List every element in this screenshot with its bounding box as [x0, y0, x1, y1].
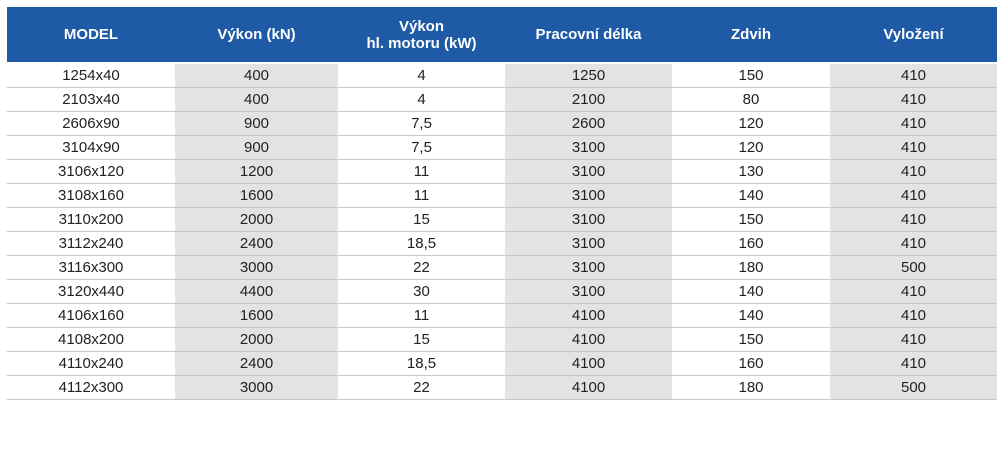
- table-body: [7, 63, 997, 400]
- cell-reach: 410: [830, 232, 997, 256]
- cell-model: 3116x300: [7, 256, 175, 280]
- press-specification-table: [7, 7, 997, 400]
- cell-motor-kw: 11: [338, 304, 505, 328]
- cell-reach: 410: [830, 63, 997, 88]
- table-row: [7, 256, 997, 280]
- cell-motor-kw: 11: [338, 160, 505, 184]
- table-row: [7, 328, 997, 352]
- cell-motor-kw: 4: [338, 63, 505, 88]
- cell-motor-kw: 22: [338, 256, 505, 280]
- table-row: [7, 208, 997, 232]
- cell-power-kn: 2400: [175, 352, 338, 376]
- table-header-row: [7, 7, 997, 63]
- cell-stroke: 150: [672, 208, 830, 232]
- cell-reach: 410: [830, 280, 997, 304]
- cell-stroke: 120: [672, 112, 830, 136]
- cell-reach: 500: [830, 376, 997, 400]
- cell-stroke: 160: [672, 352, 830, 376]
- cell-model: 3110x200: [7, 208, 175, 232]
- cell-working-length: 3100: [505, 160, 672, 184]
- cell-working-length: 3100: [505, 136, 672, 160]
- cell-power-kn: 1600: [175, 304, 338, 328]
- cell-working-length: 3100: [505, 232, 672, 256]
- table-row: [7, 136, 997, 160]
- cell-reach: 410: [830, 328, 997, 352]
- cell-model: 4108x200: [7, 328, 175, 352]
- cell-power-kn: 2000: [175, 208, 338, 232]
- cell-model: 3104x90: [7, 136, 175, 160]
- cell-reach: 410: [830, 352, 997, 376]
- cell-working-length: 4100: [505, 352, 672, 376]
- table-row: [7, 160, 997, 184]
- cell-working-length: 3100: [505, 256, 672, 280]
- table-row: [7, 112, 997, 136]
- cell-power-kn: 2400: [175, 232, 338, 256]
- header-main-motor-power: Výkon hl. motoru (kW): [338, 7, 505, 63]
- table-row: [7, 352, 997, 376]
- cell-power-kn: 3000: [175, 256, 338, 280]
- cell-stroke: 160: [672, 232, 830, 256]
- cell-stroke: 150: [672, 63, 830, 88]
- table-row: [7, 376, 997, 400]
- cell-reach: 410: [830, 88, 997, 112]
- cell-working-length: 3100: [505, 280, 672, 304]
- cell-motor-kw: 15: [338, 208, 505, 232]
- cell-motor-kw: 18,5: [338, 352, 505, 376]
- cell-reach: 410: [830, 160, 997, 184]
- cell-working-length: 4100: [505, 328, 672, 352]
- cell-model: 4112x300: [7, 376, 175, 400]
- table-row: [7, 184, 997, 208]
- cell-power-kn: 4400: [175, 280, 338, 304]
- cell-motor-kw: 30: [338, 280, 505, 304]
- cell-reach: 410: [830, 208, 997, 232]
- cell-power-kn: 900: [175, 112, 338, 136]
- cell-power-kn: 400: [175, 88, 338, 112]
- cell-stroke: 180: [672, 256, 830, 280]
- cell-motor-kw: 11: [338, 184, 505, 208]
- cell-model: 4106x160: [7, 304, 175, 328]
- table-row: [7, 232, 997, 256]
- cell-working-length: 4100: [505, 304, 672, 328]
- cell-model: 1254x40: [7, 63, 175, 88]
- cell-power-kn: 2000: [175, 328, 338, 352]
- cell-reach: 410: [830, 184, 997, 208]
- cell-stroke: 140: [672, 184, 830, 208]
- cell-motor-kw: 7,5: [338, 112, 505, 136]
- cell-stroke: 140: [672, 304, 830, 328]
- cell-working-length: 4100: [505, 376, 672, 400]
- cell-power-kn: 3000: [175, 376, 338, 400]
- header-working-length: Pracovní délka: [505, 7, 672, 63]
- header-model: MODEL: [7, 7, 175, 63]
- cell-model: 2103x40: [7, 88, 175, 112]
- cell-model: 3108x160: [7, 184, 175, 208]
- cell-stroke: 180: [672, 376, 830, 400]
- cell-stroke: 120: [672, 136, 830, 160]
- cell-model: 3112x240: [7, 232, 175, 256]
- header-stroke: Zdvih: [672, 7, 830, 63]
- cell-motor-kw: 4: [338, 88, 505, 112]
- cell-working-length: 2600: [505, 112, 672, 136]
- table-row: [7, 304, 997, 328]
- cell-motor-kw: 15: [338, 328, 505, 352]
- cell-power-kn: 1600: [175, 184, 338, 208]
- cell-stroke: 150: [672, 328, 830, 352]
- cell-model: 4110x240: [7, 352, 175, 376]
- cell-motor-kw: 18,5: [338, 232, 505, 256]
- cell-motor-kw: 22: [338, 376, 505, 400]
- cell-reach: 410: [830, 304, 997, 328]
- cell-power-kn: 400: [175, 63, 338, 88]
- cell-reach: 410: [830, 136, 997, 160]
- cell-reach: 500: [830, 256, 997, 280]
- cell-model: 3106x120: [7, 160, 175, 184]
- header-power-kn: Výkon (kN): [175, 7, 338, 63]
- cell-model: 3120x440: [7, 280, 175, 304]
- table-row: [7, 63, 997, 88]
- header-reach: Vyložení: [830, 7, 997, 63]
- table-row: [7, 280, 997, 304]
- cell-stroke: 140: [672, 280, 830, 304]
- cell-power-kn: 1200: [175, 160, 338, 184]
- cell-power-kn: 900: [175, 136, 338, 160]
- cell-working-length: 3100: [505, 208, 672, 232]
- cell-working-length: 3100: [505, 184, 672, 208]
- table-row: [7, 88, 997, 112]
- cell-stroke: 130: [672, 160, 830, 184]
- cell-stroke: 80: [672, 88, 830, 112]
- cell-motor-kw: 7,5: [338, 136, 505, 160]
- cell-working-length: 1250: [505, 63, 672, 88]
- cell-reach: 410: [830, 112, 997, 136]
- cell-model: 2606x90: [7, 112, 175, 136]
- cell-working-length: 2100: [505, 88, 672, 112]
